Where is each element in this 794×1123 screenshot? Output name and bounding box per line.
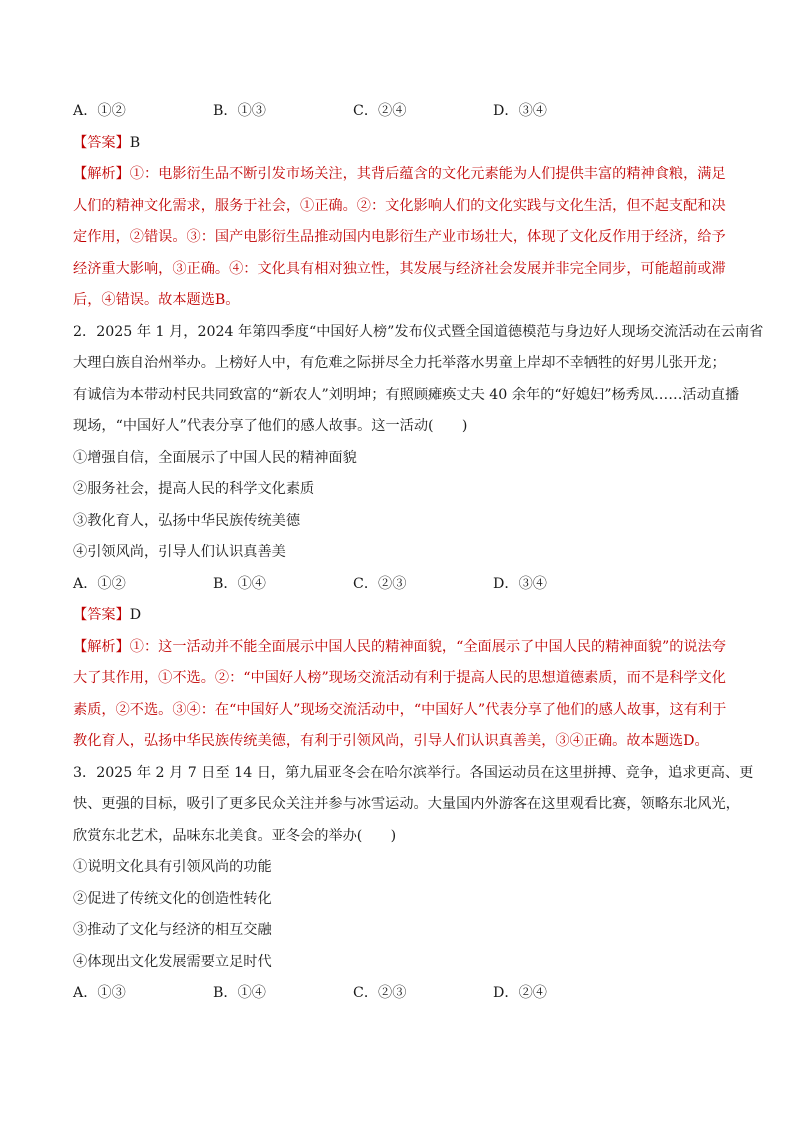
q2-analysis-line: 教化育人，弘扬中华民族传统美德，有利于引领风尚，引导人们认识真善美，③④正确。故本题选D。 <box>73 733 709 749</box>
q2-item: ①增强自信，全面展示了中国人民的精神面貌 <box>73 449 357 466</box>
q2-stem-line: 大理白族自治州举办。上榜好人中，有危难之际拼尽全力托举落水男童上岸却不幸牺牲的好男儿张开龙； <box>73 355 726 371</box>
q3-item: ①说明文化具有引领风尚的功能 <box>73 859 272 875</box>
answer-label: 【答案】 <box>73 134 130 151</box>
q2-stem-line: 2．2025 年 1 月，2024 年第四季度“中国好人榜”发布仪式暨全国道德模范与身边好人现场交流活动在云南省 <box>73 323 764 340</box>
q2-option-c: C．②③ <box>353 575 407 592</box>
q2-item: ④引领风尚，引导人们认识真善美 <box>73 544 286 560</box>
q3-option-b: B．①④ <box>213 985 266 1001</box>
q1-option-a: A．①② <box>73 103 126 119</box>
q2-answer <box>73 600 723 632</box>
q3-item: ③推动了文化与经济的相互交融 <box>73 922 272 938</box>
q3-stem-line: 欣赏东北艺术，品味东北美食。亚冬会的举办( ) <box>73 827 397 844</box>
q2-options <box>73 569 723 601</box>
q1-option-d: D．③④ <box>493 103 547 119</box>
q3-option-a: A．①③ <box>73 985 126 1001</box>
q1-analysis-line <box>73 159 726 191</box>
q3-option-d: D．②④ <box>493 985 547 1001</box>
q1-options <box>73 96 723 128</box>
analysis-label: 【解析】 <box>73 166 130 182</box>
document-content <box>73 96 764 1010</box>
q1-analysis-line: 后，④错误。故本题选B。 <box>73 292 240 308</box>
answer-value: D <box>129 607 142 623</box>
analysis-text: ①：电影衍生品不断引发市场关注，其背后蕴含的文化元素能为人们提供丰富的精神食粮，满足 <box>129 166 726 182</box>
analysis-text: ①：这一活动并不能全面展示中国人民的精神面貌，“全面展示了中国人民的精神面貌”的说法夸 <box>129 638 726 655</box>
q1-answer <box>73 128 723 160</box>
q3-item: ④体现出文化发展需要立足时代 <box>73 953 272 970</box>
q2-analysis-line: 素质，②不选。③④：在“中国好人”现场交流活动中，“中国好人”代表分享了他们的感人故事，这有利于 <box>73 701 727 718</box>
q2-option-a: A．①② <box>73 575 126 592</box>
q2-item: ②服务社会，提高人民的科学文化素质 <box>73 481 315 497</box>
q2-analysis-line <box>73 632 726 664</box>
q3-stem-line: 3．2025 年 2 月 7 日至 14 日，第九届亚冬会在哈尔滨举行。各国运动员在这里拼搏、竞争，追求更高、更 <box>73 764 754 781</box>
q1-option-c: C．②④ <box>353 103 407 119</box>
q1-analysis-line: 人们的精神文化需求，服务于社会，①正确。②：文化影响人们的文化实践与文化生活，但不起支配和决 <box>73 197 726 214</box>
answer-label: 【答案】 <box>73 607 130 623</box>
q3-option-c: C．②③ <box>353 985 407 1001</box>
q3-item: ②促进了传统文化的创造性转化 <box>73 890 272 907</box>
answer-value: B <box>129 134 141 151</box>
q1-analysis-line: 经济重大影响，③正确。④：文化具有相对独立性，其发展与经济社会发展并非完全同步，可能超前或滞 <box>73 260 726 277</box>
q2-option-b: B．①④ <box>213 575 266 592</box>
q2-item: ③教化育人，弘扬中华民族传统美德 <box>73 512 301 529</box>
q2-analysis-line: 大了其作用，①不选。②：“中国好人榜”现场交流活动有利于提高人民的思想道德素质，而不是科学文化 <box>73 670 726 686</box>
q2-option-d: D．③④ <box>493 575 547 592</box>
q1-option-b: B．①③ <box>213 103 266 119</box>
q1-analysis-line: 定作用，②错误。③：国产电影衍生品推动国内电影衍生产业市场壮大，体现了文化反作用于经济，给予 <box>73 229 726 245</box>
q3-stem-line: 快、更强的目标，吸引了更多民众关注并参与冰雪运动。大量国内外游客在这里观看比赛，领略东北风光， <box>73 796 740 812</box>
q3-options <box>73 978 723 1010</box>
q2-stem-line: 有诚信为本带动村民共同致富的“新农人”刘明坤；有照顾瘫痪丈夫 40 余年的“好媳妇”杨秀凤……活动直播 <box>73 386 740 403</box>
q2-stem-line: 现场，“中国好人”代表分享了他们的感人故事。这一活动( ) <box>73 418 468 434</box>
analysis-label: 【解析】 <box>73 638 130 655</box>
